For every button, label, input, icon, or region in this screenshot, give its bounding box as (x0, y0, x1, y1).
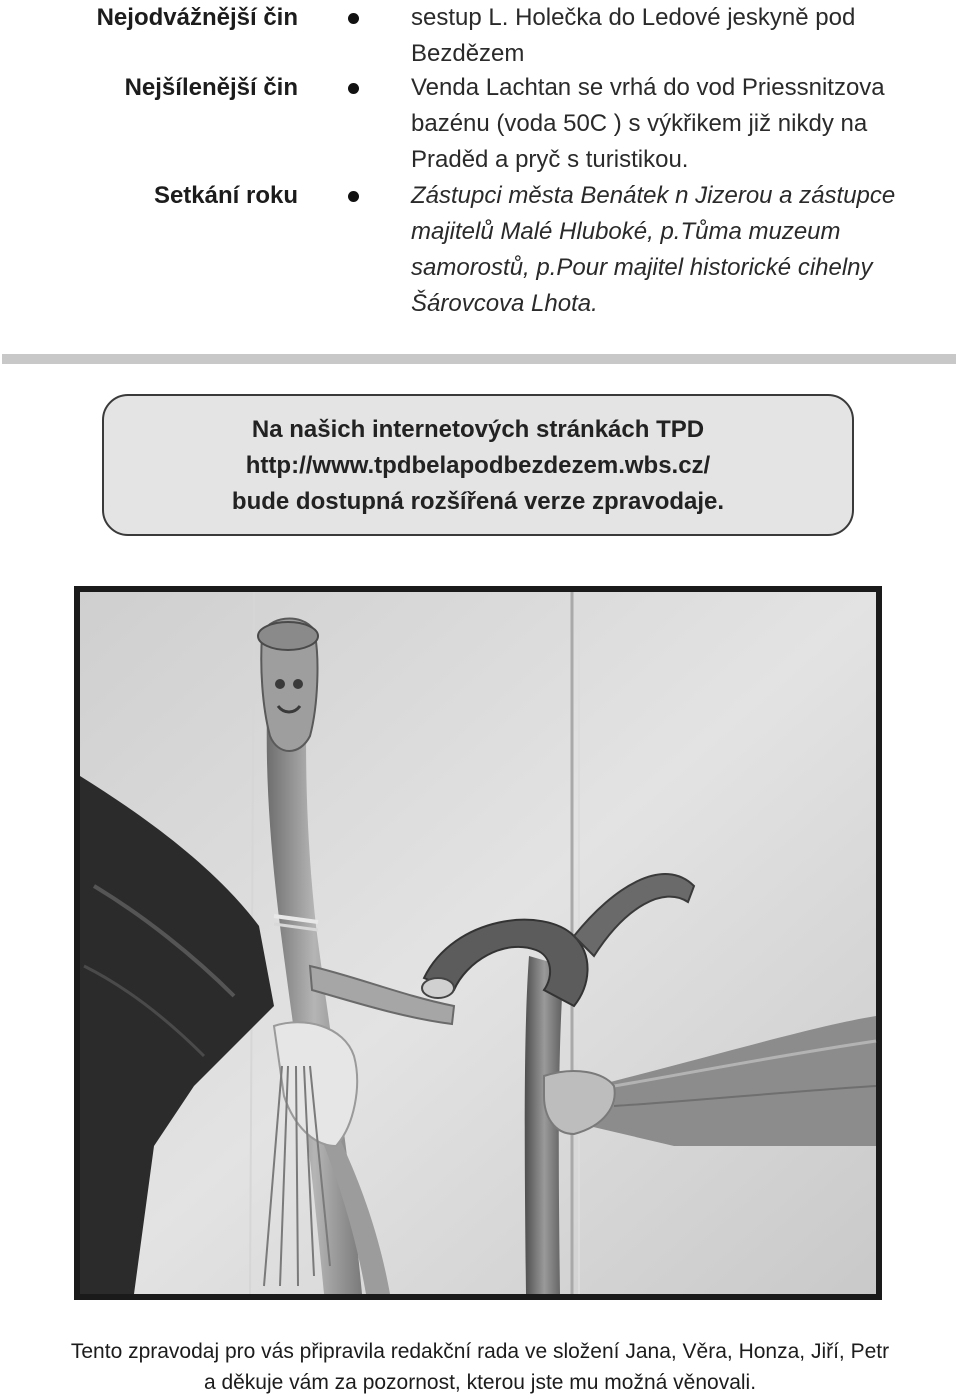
award-line: Šárovcova Lhota. (411, 290, 598, 317)
award-line: majitelů Malé Hluboké, p.Tůma muzeum (411, 218, 841, 245)
award-label: Nejodvážnější čin (96, 4, 298, 31)
award-line: sestup L. Holečka do Ledové jeskyně pod (411, 4, 856, 31)
award-description (411, 0, 956, 72)
award-description (411, 178, 956, 322)
award-description (411, 70, 956, 178)
bullet-icon (348, 191, 359, 202)
award-line: samorostů, p.Pour majitel historické cihelny (411, 254, 873, 281)
notice-heading: Na našich internetových stránkách TPD (251, 416, 705, 443)
website-link[interactable]: http://www.tpdbelapodbezdezem.wbs.cz/ (245, 452, 711, 479)
award-line: Praděd a pryč s turistikou. (411, 146, 689, 173)
website-notice-box (102, 394, 854, 536)
notice-text: bude dostupná rozšířená verze zpravodaje. (231, 488, 725, 515)
award-line: bazénu (voda 50C ) s výkřikem již nikdy na (411, 110, 868, 137)
footer-line-2: a děkuje vám za pozornost, kterou jste mu možná věnovali. (203, 1371, 757, 1394)
footer-credits (0, 1336, 960, 1398)
award-line: Venda Lachtan se vrhá do vod Priessnitzova (411, 74, 885, 101)
bullet-icon (348, 13, 359, 24)
award-line: Zástupci města Benátek n Jizerou a zástupce (411, 182, 896, 209)
bullet-icon (348, 83, 359, 94)
section-divider (2, 354, 956, 364)
footer-line-1: Tento zpravodaj pro vás připravila redakční rada ve složení Jana, Věra, Honza, Jiří, Petr (70, 1340, 890, 1363)
walking-sticks-photo (74, 586, 882, 1300)
award-label: Nejšílenější čin (124, 74, 298, 101)
award-line: Bezdězem (411, 40, 525, 67)
award-label: Setkání roku (153, 182, 298, 209)
